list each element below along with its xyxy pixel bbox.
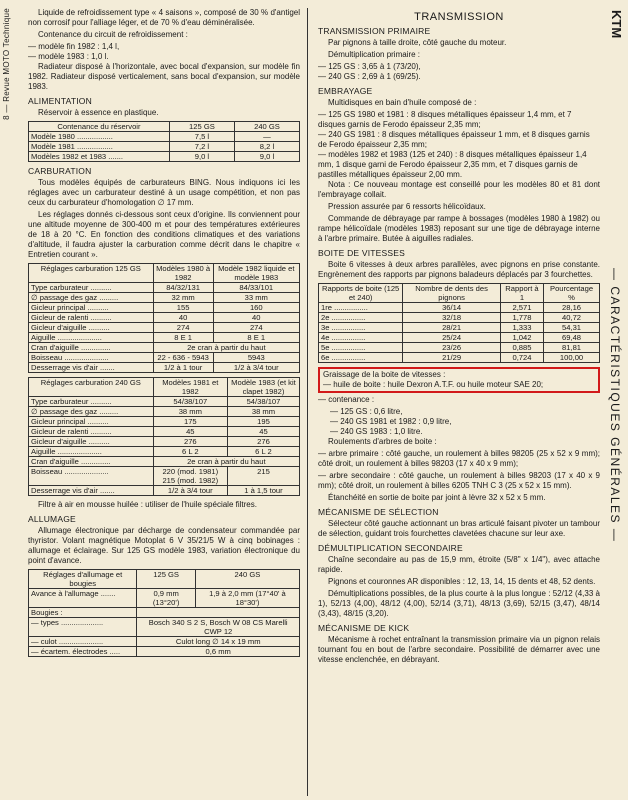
page-folio: 8 — Revue MOTO Technique <box>2 8 11 120</box>
heading-demultiplication-secondaire: DÉMULTIPLICATION SECONDAIRE <box>318 543 463 553</box>
table-cell: Modèles 1982 et 1983 ....... <box>29 152 170 162</box>
table-cell: 6 L 2 <box>227 447 299 457</box>
table-cell: 23/26 <box>403 343 501 353</box>
table-cell: — types .................... <box>29 618 137 637</box>
heading-kick: MÉCANISME DE KICK <box>318 623 410 633</box>
table-cell: 215 <box>227 467 299 486</box>
table-header: Réglages carburation 240 GS <box>29 378 154 397</box>
table-cell: 8 E 1 <box>213 333 299 343</box>
right-column <box>318 8 600 667</box>
table-row <box>29 343 300 353</box>
carb-125-table <box>28 263 300 373</box>
paragraph-contenance: Contenance du circuit de refroidissement : <box>38 30 188 39</box>
paragraph-primaire: Par pignons à taille droite, côté gauche du moteur. <box>328 38 507 47</box>
table-cell: 9,0 l <box>234 152 299 162</box>
table-cell: Cran d'aiguille .............. <box>29 343 154 353</box>
table-cell: 1/2 à 1 tour <box>153 363 213 373</box>
table-row <box>29 363 300 373</box>
table-cell: Boisseau ..................... <box>29 467 154 486</box>
table-cell: 1/2 à 3/4 tour <box>213 363 299 373</box>
heading-carburation: CARBURATION <box>28 166 92 176</box>
table-cell: 28/21 <box>403 323 501 333</box>
table-cell: 6 L 2 <box>153 447 227 457</box>
table-cell: 33 mm <box>213 293 299 303</box>
paragraph-pignons: Pignons et couronnes AR disponibles : 12, 13, 14, 15 dents et 48, 52 dents. <box>328 577 596 586</box>
table-cell: 69,48 <box>544 333 600 343</box>
graissage-title: Graissage de la boite de vitesses : <box>323 370 446 379</box>
heading-selection: MÉCANISME DE SÉLECTION <box>318 507 439 517</box>
table-cell: 81,81 <box>544 343 600 353</box>
list-item: — 240 GS 1983 : 1,0 litre. <box>330 427 423 436</box>
table-row <box>319 303 600 313</box>
table-cell: 0,6 mm <box>137 647 300 657</box>
graissage-text: — huile de boite : huile Dexron A.T.F. ou huile moteur SAE 20; <box>323 380 544 389</box>
heading-embrayage: EMBRAYAGE <box>318 86 373 96</box>
paragraph-reservoir: Réservoir à essence en plastique. <box>38 108 159 117</box>
paragraph-contenance-boite: — contenance : <box>318 395 375 404</box>
paragraph-arbre-primaire: — arbre primaire : côté gauche, un roulement à billes 98205 (25 x 52 x 9 mm); côté droit, un roulement à billes 98203 (17 x 40 x 9 mm); <box>318 449 600 468</box>
table-header: Modèles 1980 à 1982 <box>153 264 213 283</box>
table-cell: Type carburateur .......... <box>29 283 154 293</box>
table-cell: ∅ passage des gaz ......... <box>29 407 154 417</box>
list-item: — 125 GS : 3,65 à 1 (73/20), <box>318 62 421 71</box>
table-cell: 6e ................ <box>319 353 403 363</box>
table-row <box>29 417 300 427</box>
table-row <box>29 333 300 343</box>
carb-240-table <box>28 377 300 496</box>
table-cell: Modèle 1981 ................. <box>29 142 170 152</box>
table-row <box>29 303 300 313</box>
table-cell: 84/33/101 <box>213 283 299 293</box>
list-item: — 125 GS 1980 et 1981 : 8 disques métalliques épaisseur 1,4 mm, et 7 disques garnis de Ferodo épaisseur 2,35 mm; <box>318 110 572 129</box>
table-cell: 21/29 <box>403 353 501 363</box>
paragraph-carb-1: Tous modèles équipés de carburateurs BING. Nous indiquons ici les réglages avec un carburateur destiné à un usage compétition, et non pas ceux du carburateur d'homologation ∅ 17 mm. <box>28 178 300 207</box>
paragraph-selection: Sélecteur côté gauche actionnant un bras articulé faisant pivoter un tambour de sélection, guidant trois fourchettes clavetées chacune sur leur axe. <box>318 519 600 538</box>
paragraph-radiateur: Radiateur disposé à l'horizontale, avec bocal d'expansion, sur modèle fin 1982. Radiateur disposé verticalement, sans bocal d'expansion, sur modèle 1983. <box>28 62 300 91</box>
table-row <box>29 437 300 447</box>
paragraph-nota: Nota : Ce nouveau montage est conseillé pour les modèles 80 et 81 dont l'embrayage collait. <box>318 180 600 199</box>
table-row <box>319 333 600 343</box>
table-header: Nombre de dents des pignons <box>403 284 501 303</box>
table-header: Modèles 1981 et 1982 <box>153 378 227 397</box>
table-cell: 195 <box>227 417 299 427</box>
ignition-table <box>28 569 300 657</box>
paragraph-arbre-secondaire: — arbre secondaire : côté gauche, un roulement à billes 98203 (17 x 40 x 9 mm); côté droit, un roulement à billes 6205 TNH C 3 (25 x 52 x 15 mm). <box>318 471 600 490</box>
table-row <box>29 293 300 303</box>
table-cell: 155 <box>153 303 213 313</box>
table-cell: 274 <box>153 323 213 333</box>
table-cell: 160 <box>213 303 299 313</box>
table-cell: 276 <box>227 437 299 447</box>
table-cell: 100,00 <box>544 353 600 363</box>
table-row <box>29 353 300 363</box>
left-column <box>28 8 300 661</box>
table-cell: 0,724 <box>500 353 543 363</box>
table-header: 240 GS <box>234 122 299 132</box>
table-row <box>29 313 300 323</box>
paragraph-boite: Boite 6 vitesses à deux arbres parallèles, avec pignons en prise constante. Engrènement des rapports par pignons baladeurs déplacés par 3 fourchettes. <box>318 260 600 279</box>
heading-transmission: TRANSMISSION <box>414 11 504 23</box>
table-row <box>29 589 300 608</box>
table-header: Modèle 1982 liquide et modèle 1983 <box>213 264 299 283</box>
table-header: Rapports de boite (125 et 240) <box>319 284 403 303</box>
paragraph-roulements: Roulements d'arbres de boite : <box>328 437 437 446</box>
table-cell: 276 <box>153 437 227 447</box>
table-cell: 40 <box>153 313 213 323</box>
table-cell: 8 E 1 <box>153 333 213 343</box>
table-cell: ∅ passage des gaz ......... <box>29 293 154 303</box>
table-row <box>29 132 300 142</box>
table-cell: 54/38/107 <box>153 397 227 407</box>
list-item: — modèles 1982 et 1983 (125 et 240) : 8 disques métalliques épaisseur 1,4 mm, 1 disque garni de Ferodo épaisseur 2,35 mm, et 7 disques garnis de pastilles métalliques épaisseur 2,00 mm. <box>318 150 587 179</box>
table-cell: 274 <box>213 323 299 333</box>
paragraph-filtre: Filtre à air en mousse huilée : utiliser de l'huile spéciale filtres. <box>38 500 257 509</box>
table-cell: Gicleur principal .......... <box>29 417 154 427</box>
table-cell: Avance à l'allumage ....... <box>29 589 137 608</box>
paragraph-etancheite: Étanchéité en sortie de boite par joint à lèvre 32 x 52 x 5 mm. <box>328 493 546 502</box>
table-cell: Gicleur de ralenti .......... <box>29 313 154 323</box>
table-row <box>319 343 600 353</box>
table-cell: Aiguille ..................... <box>29 333 154 343</box>
table-cell: 38 mm <box>153 407 227 417</box>
table-cell: 54/38/107 <box>227 397 299 407</box>
list-contenance <box>28 42 300 62</box>
table-cell: Desserrage vis d'air ....... <box>29 486 154 496</box>
table-cell: — <box>234 132 299 142</box>
paragraph-coolant: Liquide de refroidissement type « 4 saisons », composé de 30 % d'antigel non corrosif pour l'alliage léger, et de 70 % d'eau déminéralisée. <box>28 8 300 27</box>
table-cell: 1re ................ <box>319 303 403 313</box>
table-cell: 54,31 <box>544 323 600 333</box>
table-cell: 2e ................ <box>319 313 403 323</box>
paragraph-chaine: Chaîne secondaire au pas de 15,9 mm, étroite (5/8" x 1/4"), avec attache rapide. <box>318 555 600 574</box>
list-item: — modèle fin 1982 : 1,4 l, <box>28 42 120 51</box>
table-cell: 220 (mod. 1981) 215 (mod. 1982) <box>153 467 227 486</box>
table-cell: — culot ..................... <box>29 637 137 647</box>
list-item: — 125 GS : 0,6 litre, <box>330 407 403 416</box>
table-cell: 22 - 636 - 5943 <box>153 353 213 363</box>
column-divider <box>307 8 308 796</box>
table-cell: — écartem. électrodes ..... <box>29 647 137 657</box>
table-cell: 7,5 l <box>169 132 234 142</box>
table-cell: 28,16 <box>544 303 600 313</box>
table-cell: Modèle 1980 ................. <box>29 132 170 142</box>
table-row <box>29 608 300 618</box>
table-cell: 1/2 à 3/4 tour <box>153 486 227 496</box>
table-cell: 8,2 l <box>234 142 299 152</box>
table-header: Contenance du réservoir <box>29 122 170 132</box>
table-cell: 0,9 mm (13°20') <box>137 589 195 608</box>
table-cell: 84/32/131 <box>153 283 213 293</box>
table-cell: Gicleur principal .......... <box>29 303 154 313</box>
table-cell: 25/24 <box>403 333 501 343</box>
paragraph-pression: Pression assurée par 6 ressorts hélicoïdaux. <box>328 202 486 211</box>
table-cell: 7,2 l <box>169 142 234 152</box>
table-row <box>29 407 300 417</box>
table-row <box>29 152 300 162</box>
paragraph-allumage: Allumage électronique par décharge de condensateur commandée par thyristor. Volant magnétique Motoplat 6 V 35/21/5 W à cinq bobinages : allumage et éclairage. Sur 125 GS modèle 1983, variation électronique du point d'avance. <box>28 526 300 565</box>
table-row <box>29 457 300 467</box>
paragraph-kick: Mécanisme à rochet entraînant la transmission primaire via un pignon relais tournant fou en bout de l'arbre secondaire. Possibilité de démarrer avec une vitesse enclenchée, en débrayant. <box>318 635 600 664</box>
table-row <box>29 397 300 407</box>
table-cell: 40,72 <box>544 313 600 323</box>
table-cell: Boisseau ..................... <box>29 353 154 363</box>
table-cell: 32 mm <box>153 293 213 303</box>
list-item: — 240 GS : 2,69 à 1 (69/25). <box>318 72 421 81</box>
table-cell: 2,571 <box>500 303 543 313</box>
table-row <box>29 618 300 637</box>
table-cell: Bosch 340 S 2 S, Bosch W 08 CS Marelli CWP 12 <box>137 618 300 637</box>
tank-table <box>28 121 300 162</box>
table-header: Rapport à 1 <box>500 284 543 303</box>
table-cell: 32/18 <box>403 313 501 323</box>
table-cell: Culot long ∅ 14 x 19 mm <box>137 637 300 647</box>
table-cell: Cran d'aiguille .............. <box>29 457 154 467</box>
table-cell: 2e cran à partir du haut <box>153 457 299 467</box>
section-label: — CARACTÉRISTIQUES GÉNÉRALES — <box>608 268 622 543</box>
table-row <box>319 353 600 363</box>
table-cell: 36/14 <box>403 303 501 313</box>
table-row <box>29 486 300 496</box>
table-cell: Gicleur d'aiguille .......... <box>29 437 154 447</box>
right-margin <box>604 0 628 800</box>
table-cell: 5943 <box>213 353 299 363</box>
table-cell: 3e ................ <box>319 323 403 333</box>
table-row <box>319 313 600 323</box>
table-header: 125 GS <box>137 570 195 589</box>
graissage-highlight-box <box>318 367 600 393</box>
paragraph-demultiplication: Démultiplication primaire : <box>328 50 421 59</box>
heading-transmission-primaire: TRANSMISSION PRIMAIRE <box>318 26 431 36</box>
table-row <box>29 447 300 457</box>
paragraph-carb-2: Les réglages donnés ci-dessous sont ceux d'origine. Ils conviennent pour une altitude moyenne de 300-400 m et pour des températures extérieures de 18 à 20 °C. En fonction des conditions climatiques et des variations d'altitude, il faudra ajuster la carburation comme décrit dans le chapitre « Entretien courant ». <box>28 210 300 259</box>
list-item: — modèle 1983 : 1,0 l. <box>28 52 109 61</box>
heading-allumage: ALLUMAGE <box>28 514 76 524</box>
table-row <box>29 637 300 647</box>
brand-label: KTM <box>609 10 624 39</box>
table-cell: Type carburateur .......... <box>29 397 154 407</box>
table-cell: 38 mm <box>227 407 299 417</box>
heading-alimentation: ALIMENTATION <box>28 96 92 106</box>
table-header: 125 GS <box>169 122 234 132</box>
heading-boite: BOITE DE VITESSES <box>318 248 406 258</box>
table-cell: 9,0 l <box>169 152 234 162</box>
list-contenance-boite <box>318 407 600 437</box>
table-row <box>29 647 300 657</box>
table-cell: 1,042 <box>500 333 543 343</box>
table-header: Pourcentage % <box>544 284 600 303</box>
list-item: — 240 GS 1981 et 1982 : 0,9 litre, <box>330 417 452 426</box>
table-row <box>29 427 300 437</box>
table-cell: 4e ................ <box>319 333 403 343</box>
table-row <box>29 283 300 293</box>
table-cell: Desserrage vis d'air ....... <box>29 363 154 373</box>
table-cell: 5e ................ <box>319 343 403 353</box>
table-cell: 1,9 à 2,0 mm (17°40' à 18°30') <box>195 589 299 608</box>
table-header: Réglages carburation 125 GS <box>29 264 154 283</box>
paragraph-demultiplications: Démultiplications possibles, de la plus courte à la plus longue : 52/12 (4,33 à 1), 52/13 (4,00), 48/12 (4,00), 52/14 (3,71), 48/13 (3,69), 52/15 (3,47), 48/14 (3,43), 48/15 (3,20). <box>318 589 600 618</box>
table-cell: 2e cran à partir du haut <box>153 343 299 353</box>
table-row <box>29 142 300 152</box>
table-cell: 175 <box>153 417 227 427</box>
left-margin <box>0 0 14 800</box>
gear-table <box>318 283 600 363</box>
list-demultiplication <box>318 62 600 82</box>
table-row <box>29 467 300 486</box>
table-cell: Bougies : <box>29 608 137 618</box>
table-row <box>319 323 600 333</box>
table-cell: Gicleur de ralenti .......... <box>29 427 154 437</box>
table-cell: 1 à 1,5 tour <box>227 486 299 496</box>
list-item: — 240 GS 1981 : 8 disques métalliques épaisseur 1 mm, et 8 disques garnis de Ferodo épaisseur 2,35 mm; <box>318 130 590 149</box>
table-cell: Gicleur d'aiguille .......... <box>29 323 154 333</box>
table-cell: 45 <box>227 427 299 437</box>
table-header: Modèle 1983 (et kit clapet 1982) <box>227 378 299 397</box>
table-cell: 1,778 <box>500 313 543 323</box>
table-cell: 0,885 <box>500 343 543 353</box>
list-embrayage <box>318 110 600 180</box>
paragraph-embrayage: Multidisques en bain d'huile composé de : <box>328 98 477 107</box>
paragraph-commande: Commande de débrayage par rampe à bossages (modèles 1980 à 1982) ou rampe hélicoïdale (modèles 1983) reposant sur une tige de débrayage interne à l'arbre primaire. Butée à aiguilles radiales. <box>318 214 600 243</box>
table-header: Réglages d'allumage et bougies <box>29 570 137 589</box>
table-cell: 45 <box>153 427 227 437</box>
table-cell: Aiguille ..................... <box>29 447 154 457</box>
table-header: 240 GS <box>195 570 299 589</box>
table-cell <box>137 608 300 618</box>
table-row <box>29 323 300 333</box>
table-cell: 1,333 <box>500 323 543 333</box>
table-cell: 40 <box>213 313 299 323</box>
